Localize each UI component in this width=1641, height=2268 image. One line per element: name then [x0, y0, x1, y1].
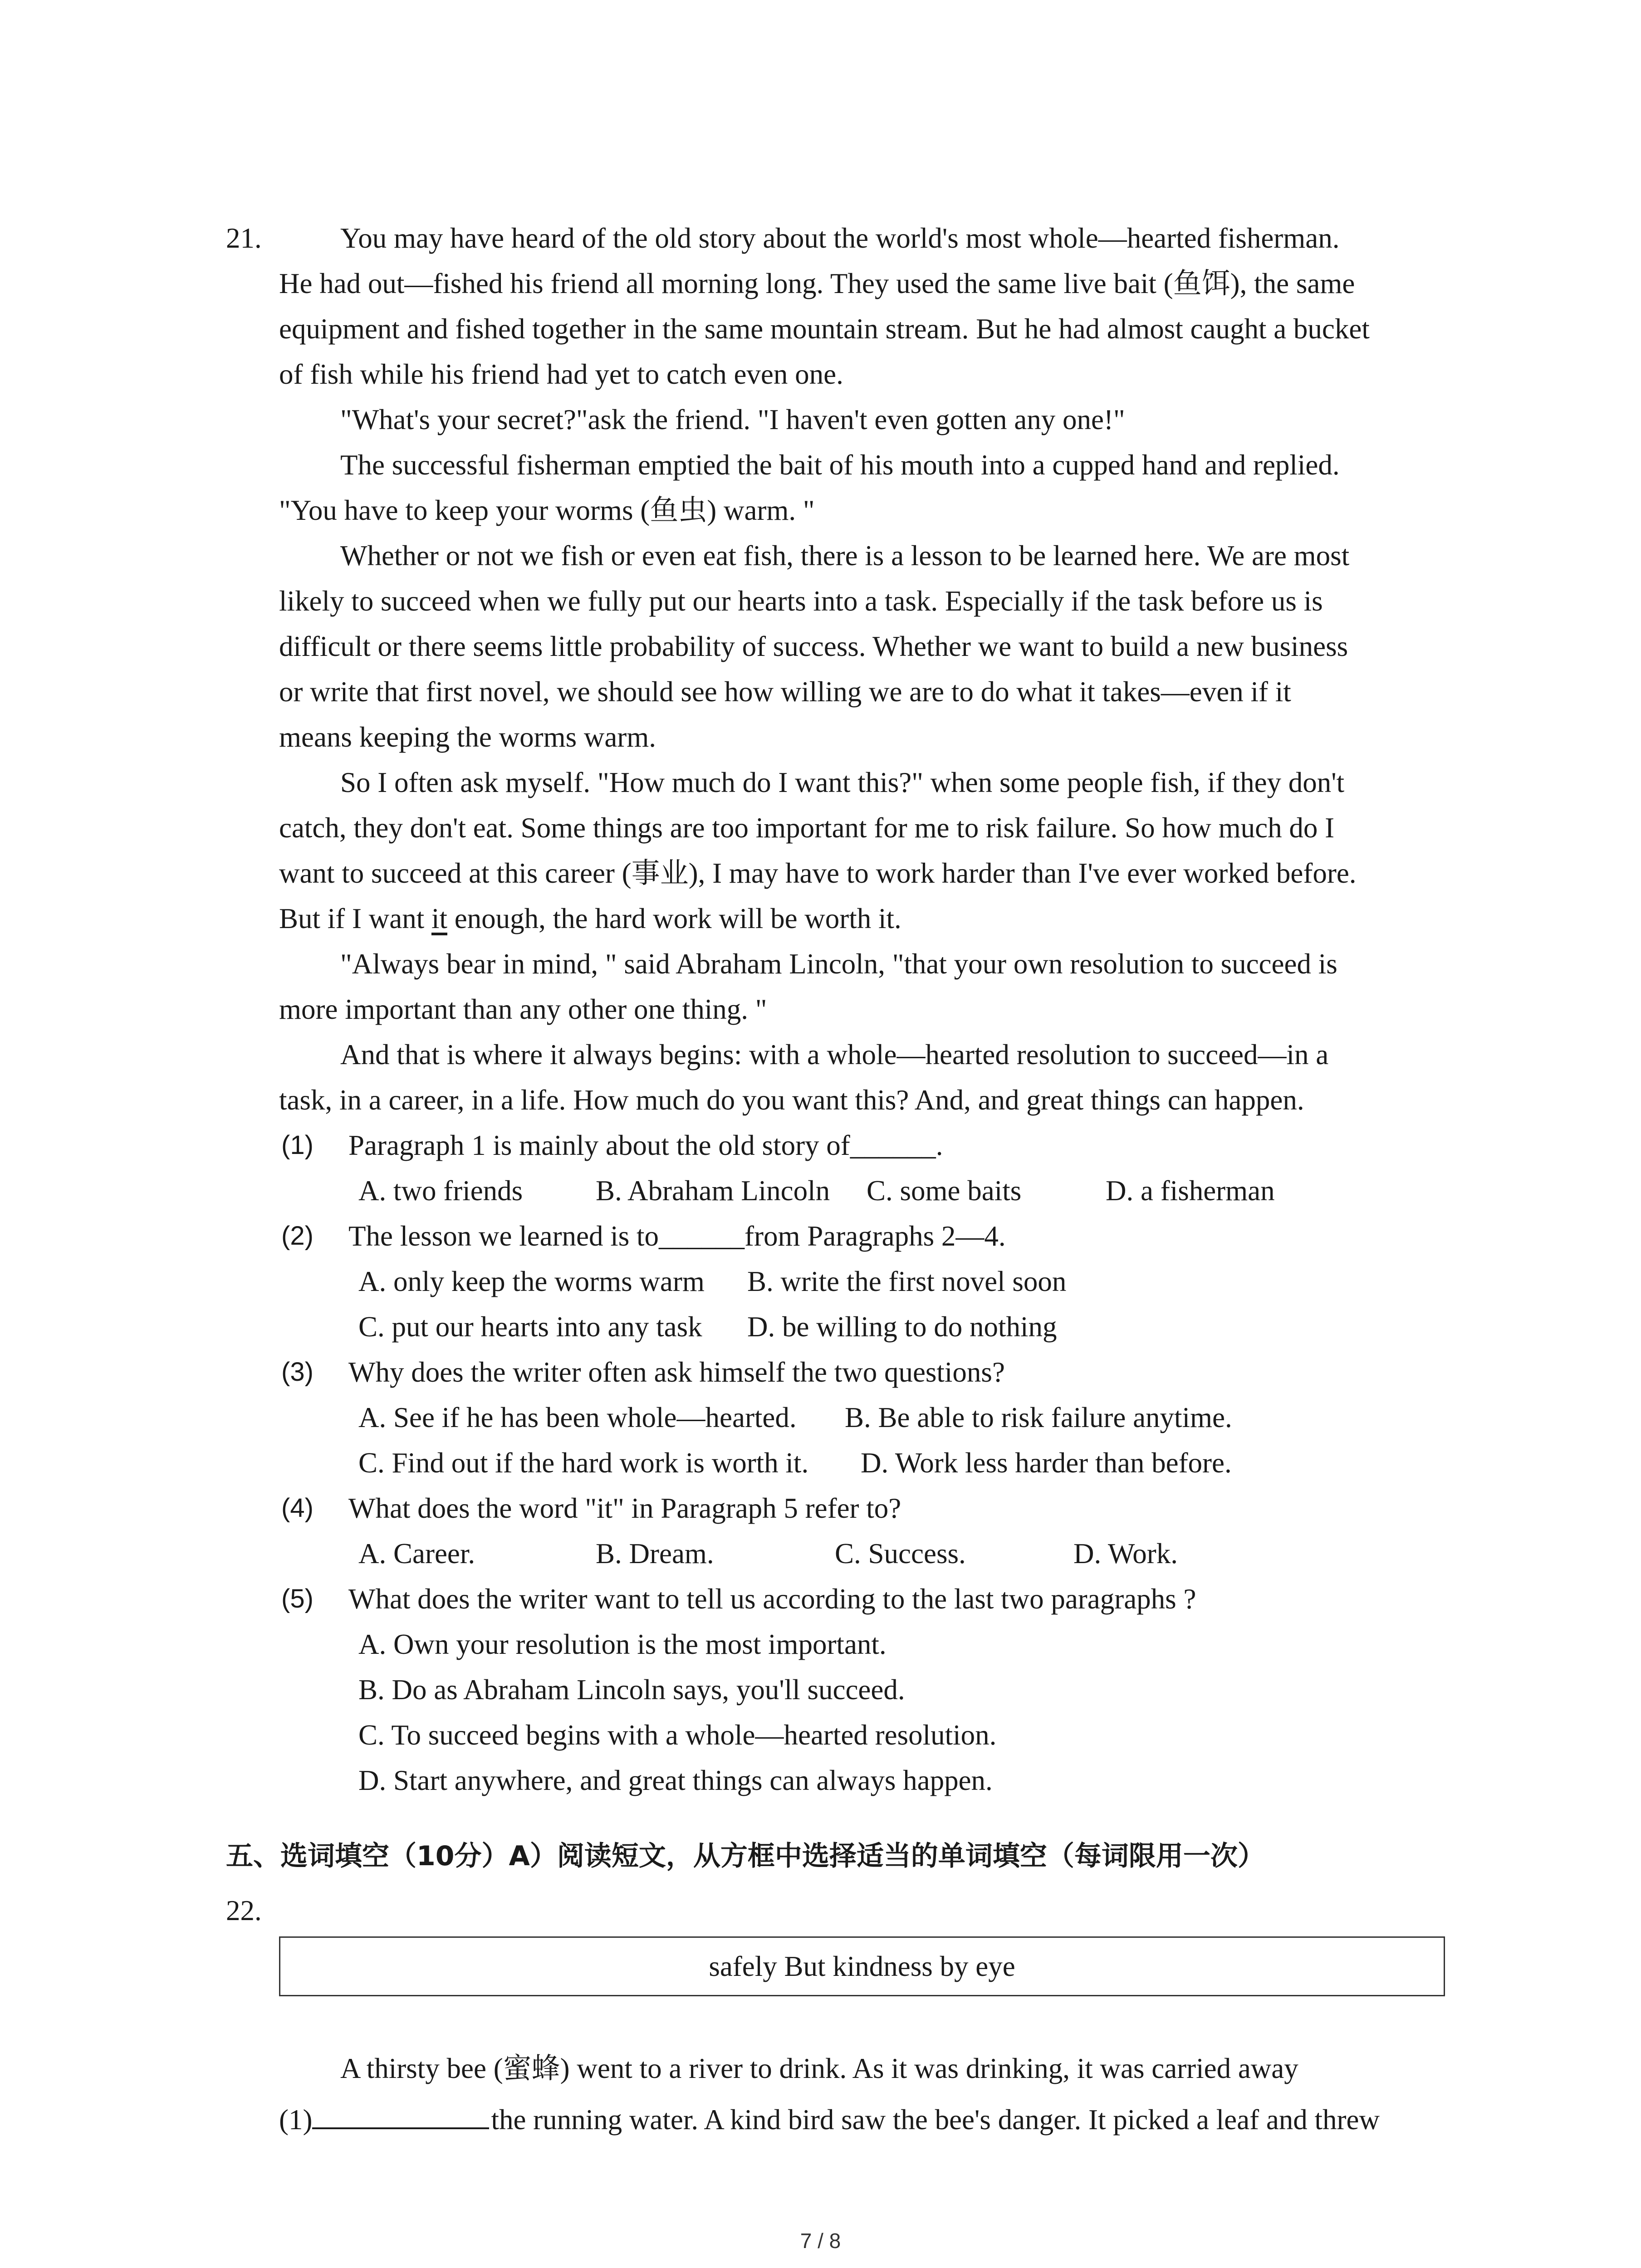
passage-line: "Always bear in mind, " said Abraham Lincoln, "that your own resolution to succeed is: [340, 948, 1337, 980]
passage-line: difficult or there seems little probability of success. Whether we want to build a new business: [279, 631, 1348, 662]
option-d[interactable]: D. a fisherman: [1106, 1175, 1275, 1207]
option-b[interactable]: B. Dream.: [596, 1538, 714, 1569]
option-d[interactable]: D. Start anywhere, and great things can always happen.: [358, 1765, 993, 1796]
passage-line: catch, they don't eat. Some things are too important for me to risk failure. So how much do I: [279, 812, 1335, 844]
passage-line: task, in a career, in a life. How much do you want this? And, and great things can happen.: [279, 1084, 1304, 1116]
passage-line: more important than any other one thing. ": [279, 993, 767, 1025]
word-bank-words: safely But kindness by eye: [709, 1950, 1015, 1982]
passage-line: The successful fisherman emptied the bait of his mouth into a cupped hand and replied.: [340, 449, 1340, 481]
passage-line: equipment and fished together in the same mountain stream. But he had almost caught a bucket: [279, 313, 1370, 345]
subquestion-number: (2): [281, 1221, 314, 1251]
passage-line: want to succeed at this career (事业), I may have to work harder than I've ever worked before.: [279, 857, 1357, 889]
passage-line: [279, 896, 901, 941]
passage-text: the running water. A kind bird saw the bee's danger. It picked a leaf and threw: [491, 2104, 1380, 2136]
section-heading: 五、选词填空（10分）A）阅读短文，从方框中选择适当的单词填空（每词限用一次）: [226, 1840, 1265, 1872]
subquestion-stem: Why does the writer often ask himself the two questions?: [348, 1356, 1005, 1388]
option-a[interactable]: A. Own your resolution is the most important.: [358, 1628, 887, 1660]
option-b[interactable]: B. Abraham Lincoln: [596, 1175, 830, 1207]
passage-line: Whether or not we fish or even eat fish, there is a lesson to be learned here. We are most: [340, 540, 1350, 572]
subquestion-number: (4): [281, 1493, 314, 1523]
subquestion-stem: What does the word "it" in Paragraph 5 refer to?: [348, 1492, 901, 1524]
page-number: 7 / 8: [800, 2229, 841, 2253]
option-a[interactable]: A. two friends: [358, 1175, 523, 1207]
option-a[interactable]: A. See if he has been whole—hearted.: [358, 1402, 797, 1433]
passage-line: He had out—fished his friend all morning long. They used the same live bait (鱼饵), the same: [279, 268, 1355, 299]
passage-line: [279, 2097, 1380, 2142]
option-c[interactable]: C. To succeed begins with a whole—hearted resolution.: [358, 1719, 997, 1751]
option-c[interactable]: C. Success.: [835, 1538, 966, 1569]
option-b[interactable]: B. Do as Abraham Lincoln says, you'll succeed.: [358, 1674, 905, 1706]
subquestion-number: (1): [281, 1130, 314, 1160]
passage-line: likely to succeed when we fully put our hearts into a task. Especially if the task before us is: [279, 585, 1323, 617]
question-number-22: 22.: [226, 1895, 262, 1926]
option-b[interactable]: B. Be able to risk failure anytime.: [845, 1402, 1232, 1433]
option-d[interactable]: D. Work.: [1073, 1538, 1178, 1569]
passage-line: And that is where it always begins: with a whole—hearted resolution to succeed—in a: [340, 1039, 1329, 1070]
passage-line: A thirsty bee (蜜蜂) went to a river to drink. As it was drinking, it was carried away: [340, 2053, 1298, 2084]
passage-line: "You have to keep your worms (鱼虫) warm. ": [279, 494, 815, 526]
passage-line: means keeping the worms warm.: [279, 721, 656, 753]
subquestion-number: (5): [281, 1584, 314, 1613]
subquestion-stem: Paragraph 1 is mainly about the old story of______.: [348, 1129, 943, 1161]
passage-line: or write that first novel, we should see how willing we are to do what it takes—even if it: [279, 676, 1291, 708]
passage-line: "What's your secret?"ask the friend. "I haven't even gotten any one!": [340, 404, 1125, 435]
passage-line: of fish while his friend had yet to catch even one.: [279, 358, 843, 390]
passage-text: But if I want: [279, 903, 431, 934]
option-d[interactable]: D. be willing to do nothing: [747, 1311, 1057, 1343]
underlined-word-it: it: [431, 903, 447, 934]
blank-number: (1): [279, 2104, 313, 2136]
option-d[interactable]: D. Work less harder than before.: [861, 1447, 1232, 1479]
option-a[interactable]: A. only keep the worms warm: [358, 1266, 705, 1297]
option-c[interactable]: C. some baits: [867, 1175, 1022, 1207]
passage-text: enough, the hard work will be worth it.: [447, 903, 901, 934]
answer-blank-1[interactable]: [312, 2100, 489, 2129]
subquestion-stem: The lesson we learned is to______from Paragraphs 2—4.: [348, 1220, 1006, 1252]
subquestion-number: (3): [281, 1357, 314, 1387]
option-a[interactable]: A. Career.: [358, 1538, 475, 1569]
question-number-21: 21.: [226, 222, 262, 254]
word-bank-box: [279, 1936, 1445, 1996]
passage-line: You may have heard of the old story about the world's most whole—hearted fisherman.: [340, 222, 1340, 254]
passage-line: So I often ask myself. "How much do I want this?" when some people fish, if they don't: [340, 767, 1345, 798]
subquestion-stem: What does the writer want to tell us according to the last two paragraphs ?: [348, 1583, 1196, 1615]
option-c[interactable]: C. Find out if the hard work is worth it.: [358, 1447, 809, 1479]
option-b[interactable]: B. write the first novel soon: [747, 1266, 1067, 1297]
option-c[interactable]: C. put our hearts into any task: [358, 1311, 702, 1343]
